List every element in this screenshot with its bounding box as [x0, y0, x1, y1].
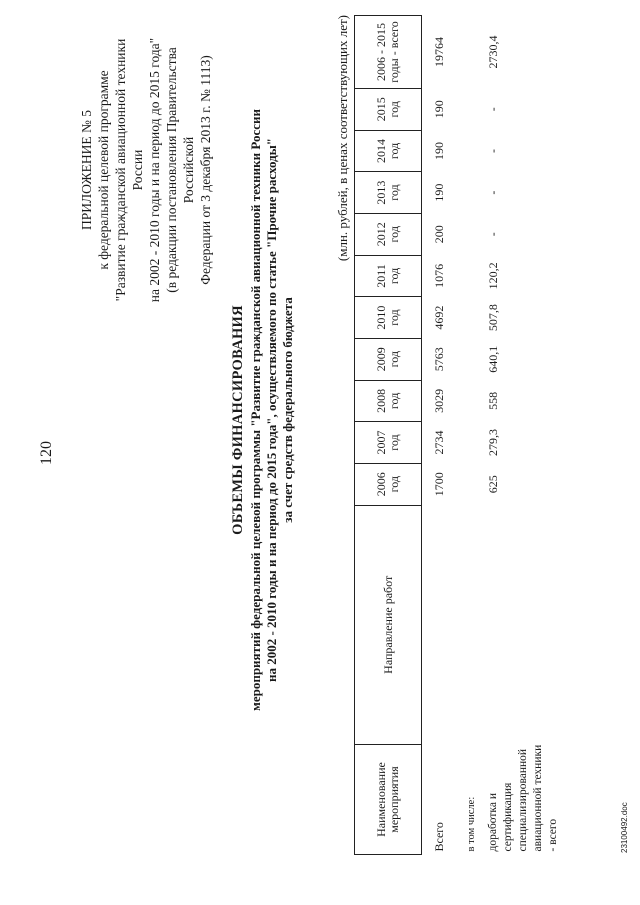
value-cell-total: 19764 [432, 36, 446, 67]
value-cell: 558 [486, 391, 500, 410]
row-name: доработка и сертификация специализированной авиационной техники - всего [487, 744, 559, 852]
units-note: (млн. рублей, в ценах соответствующих лет) [335, 15, 350, 262]
appendix-line: Федерации от 3 декабря 2013 г. № 1113) [198, 55, 213, 285]
row-including-label: в том числе: [466, 796, 477, 852]
value-cell: 200 [432, 225, 446, 244]
appendix-line: "Развитие гражданской авиационной техники России [113, 38, 145, 302]
value-cell: 279,3 [486, 429, 500, 457]
value-cell: 190 [432, 183, 446, 202]
table-row-sub [480, 16, 561, 855]
value-cell: 640,1 [486, 345, 500, 373]
appendix-line: на 2002 - 2010 годы и на период до 2015 года" [147, 37, 162, 303]
value-cell: 4692 [432, 305, 446, 330]
document-title: ОБЪЕМЫ ФИНАНСИРОВАНИЯ [230, 305, 246, 535]
appendix-block [78, 25, 214, 315]
value-cell: 2734 [432, 430, 446, 455]
header-year: 2010 год [355, 297, 422, 339]
document-subtitle [248, 85, 296, 735]
value-cell: 3029 [432, 388, 446, 413]
header-year: 2014 год [355, 130, 422, 172]
header-year: 2013 год [355, 172, 422, 214]
value-cell: 507,8 [486, 304, 500, 332]
row-direction [422, 505, 453, 745]
header-name: Наименование мероприятия [355, 745, 422, 855]
appendix-title: ПРИЛОЖЕНИЕ № 5 [79, 109, 94, 231]
value-cell-total: 2730,4 [486, 35, 500, 69]
header-year: 2015 год [355, 88, 422, 130]
row-name: Всего [432, 822, 446, 852]
table-row-including [452, 16, 480, 855]
value-cell: 190 [432, 100, 446, 119]
table-header-row [355, 16, 422, 855]
subtitle-line: на 2002 - 2010 годы и на период до 2015 года", осуществляемого по статье "Прочие расходы" [264, 137, 279, 683]
subtitle-line: мероприятий федеральной целевой программы "Развитие гражданской авиационной техники России [248, 108, 263, 712]
appendix-line: (в редакции постановления Правительства Российской [164, 47, 196, 293]
value-cell: - [486, 190, 500, 195]
header-year: 2012 год [355, 213, 422, 255]
value-cell: 1076 [432, 263, 446, 288]
table-row-total [422, 16, 453, 855]
value-cell: - [486, 107, 500, 112]
subtitle-line: за счет средств федерального бюджета [280, 297, 295, 523]
header-total: 2006 - 2015 годы - всего [355, 16, 422, 89]
value-cell: - [486, 232, 500, 237]
value-cell: 120,2 [486, 262, 500, 290]
value-cell: 5763 [432, 347, 446, 372]
header-direction: Направление работ [355, 505, 422, 745]
header-year: 2008 год [355, 380, 422, 422]
value-cell: 625 [486, 475, 500, 494]
value-cell: 1700 [432, 472, 446, 497]
header-year: 2009 год [355, 338, 422, 380]
header-year: 2006 год [355, 463, 422, 505]
file-name-footer: 23100492.doc [620, 802, 629, 853]
page-number: 120 [38, 441, 55, 465]
row-direction [480, 505, 561, 745]
value-cell: - [486, 148, 500, 153]
header-year: 2011 год [355, 255, 422, 297]
value-cell: 190 [432, 141, 446, 160]
appendix-line: к федеральной целевой программе [96, 70, 111, 270]
header-year: 2007 год [355, 422, 422, 464]
financing-table [354, 15, 561, 855]
